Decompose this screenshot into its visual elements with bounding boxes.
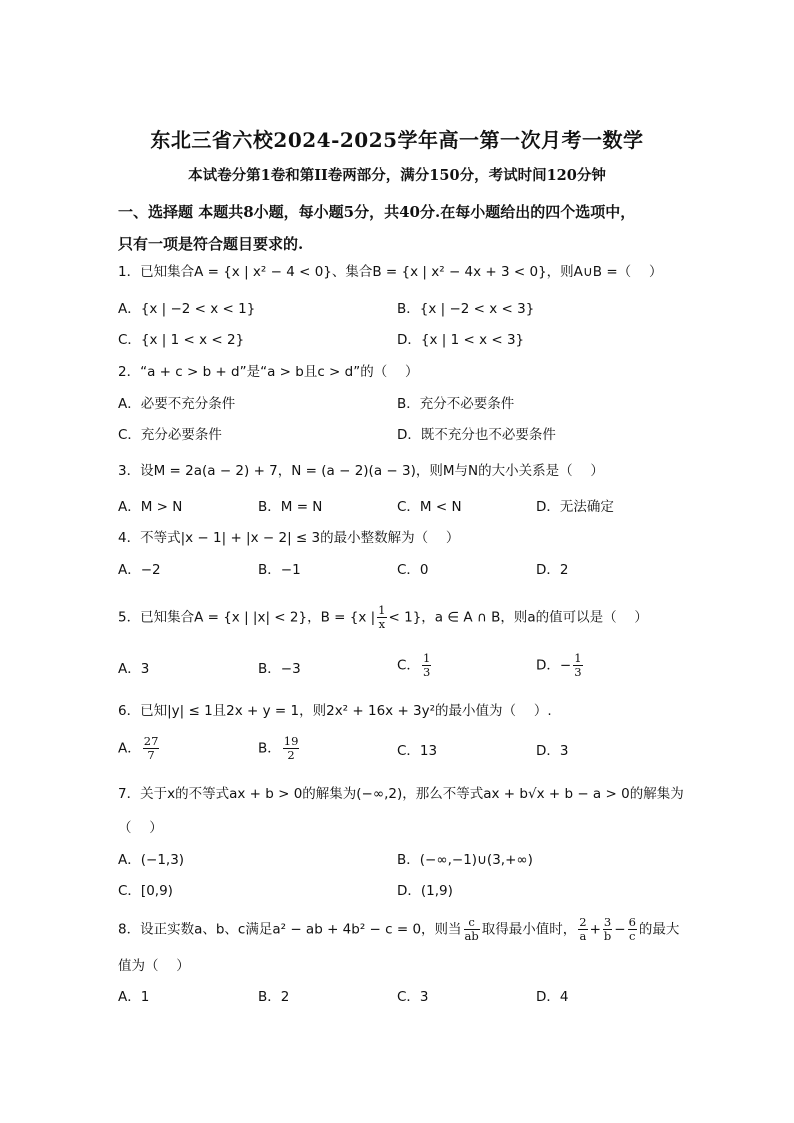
question-6-option-a [118, 735, 161, 762]
question-4-option-b: B．−1 [258, 562, 301, 578]
question-5-option-d [536, 652, 585, 679]
question-5-option-c [397, 652, 433, 679]
option-fraction [573, 652, 582, 679]
question-6-option-b [258, 735, 301, 762]
fraction-denominator: a [579, 929, 587, 943]
option-label: B． [258, 740, 281, 757]
question-8-option-c: C．3 [397, 989, 429, 1005]
fraction-denominator: 2 [287, 748, 295, 762]
question-1-stem: 1．已知集合A = {x | x² − 4 < 0}、集合B = {x | x² − 4x + 3 < 0}，则A∪B =（ ） [118, 264, 663, 280]
question-3-option-b: B．M = N [258, 499, 323, 515]
question-3-option-a: A．M > N [118, 499, 183, 515]
question-5-fraction [377, 604, 386, 631]
question-2-option-d: D．既不充分也不必要条件 [397, 427, 556, 443]
question-1-option-c: C．{x | 1 < x < 2} [118, 332, 245, 348]
plus-sign: + [589, 921, 601, 938]
question-8-stem [118, 916, 679, 943]
question-7-option-b: B．(−∞,−1)∪(3,+∞) [397, 852, 533, 868]
fraction-denominator: 3 [574, 665, 582, 679]
fraction-numerator: 1 [378, 603, 386, 617]
question-8-stem-line2: 值为（ ） [118, 958, 190, 974]
option-label: C． [397, 657, 420, 674]
question-5-stem [118, 604, 648, 631]
fraction-numerator: 3 [603, 915, 612, 929]
section-heading-line1: 一、选择题 本题共8小题，每小题5分，共40分.在每小题给出的四个选项中， [118, 203, 636, 221]
question-8-fraction-6-c [628, 916, 637, 943]
option-fraction [283, 735, 300, 762]
question-6-option-d: D．3 [536, 743, 569, 759]
question-8-fraction-3-b [603, 916, 612, 943]
question-8-stem-mid: 取得最小值时， [481, 921, 577, 938]
question-4-option-c: C．0 [397, 562, 429, 578]
question-6-stem: 6．已知|y| ≤ 1且2x + y = 1，则2x² + 16x + 3y²的最小值为（ ）. [118, 703, 552, 719]
question-7-option-d: D．(1,9) [397, 883, 453, 899]
question-7-option-a: A．(−1,3) [118, 852, 185, 868]
question-4-stem: 4．不等式|x − 1| + |x − 2| ≤ 3的最小整数解为（ ） [118, 530, 460, 546]
question-6-option-c: C．13 [397, 743, 438, 759]
option-label: A． [118, 740, 141, 757]
question-8-fraction-2-a [578, 916, 587, 943]
section-heading [118, 196, 688, 260]
question-8-stem-post: 的最大 [638, 921, 680, 938]
question-4-option-d: D．2 [536, 562, 569, 578]
question-4-option-a: A．−2 [118, 562, 161, 578]
question-1-option-d: D．{x | 1 < x < 3} [397, 332, 525, 348]
question-5-stem-pre: 5．已知集合A = {x | |x| < 2}，B = {x | [118, 609, 376, 626]
question-8-option-a: A．1 [118, 989, 150, 1005]
question-5-option-a: A．3 [118, 661, 150, 677]
fraction-numerator: 2 [579, 915, 587, 929]
question-5-stem-post: < 1}，a ∈ A ∩ B，则a的值可以是（ ） [388, 609, 648, 626]
fraction-numerator: 1 [422, 651, 431, 665]
section-heading-line2: 只有一项是符合题目要求的. [118, 235, 304, 253]
question-1-option-b: B．{x | −2 < x < 3} [397, 301, 535, 317]
question-5-option-b: B．−3 [258, 661, 301, 677]
question-2-stem: 2．“a + c > b + d”是“a > b且c > d”的（ ） [118, 364, 419, 380]
fraction-denominator: 7 [147, 748, 155, 762]
question-8-fraction-c-ab [464, 916, 480, 943]
fraction-denominator: b [603, 929, 612, 943]
question-8-option-b: B．2 [258, 989, 290, 1005]
question-2-option-a: A．必要不充分条件 [118, 396, 236, 412]
question-3-stem: 3．设M = 2a(a − 2) + 7，N = (a − 2)(a − 3)，则M与N的大小关系是（ ） [118, 463, 604, 479]
question-8-option-d: D．4 [536, 989, 569, 1005]
minus-sign: − [614, 921, 626, 938]
fraction-numerator: 6 [628, 915, 636, 929]
option-fraction [143, 735, 160, 762]
fraction-numerator: 1 [574, 651, 582, 665]
fraction-denominator: 3 [422, 665, 431, 679]
fraction-denominator: x [378, 617, 386, 631]
question-3-option-c: C．M < N [397, 499, 462, 515]
question-2-option-c: C．充分必要条件 [118, 427, 222, 443]
question-3-option-d: D．无法确定 [536, 499, 614, 515]
fraction-denominator: c [629, 929, 636, 943]
fraction-denominator: ab [464, 929, 479, 943]
fraction-numerator: 19 [283, 734, 299, 748]
fraction-numerator: c [464, 916, 480, 930]
fraction-numerator: 27 [143, 734, 159, 748]
question-7-option-c: C．[0,9) [118, 883, 173, 899]
exam-instructions: 本试卷分第1卷和第II卷两部分，满分150分，考试时间120分钟 [188, 167, 606, 184]
page-title: 东北三省六校2024-2025学年高一第一次月考一数学 [150, 128, 644, 152]
question-1-option-a: A．{x | −2 < x < 1} [118, 301, 256, 317]
option-label: D．− [536, 657, 572, 674]
question-8-stem-pre: 8．设正实数a、b、c满足a² − ab + 4b² − c = 0，则当 [118, 921, 462, 938]
option-fraction [422, 652, 431, 679]
question-7-answer-paren: （ ） [118, 820, 163, 836]
question-2-option-b: B．充分不必要条件 [397, 396, 515, 412]
question-7-stem: 7．关于x的不等式ax + b > 0的解集为(−∞,2)，那么不等式ax + b√x + b − a > 0的解集为 [118, 786, 684, 802]
